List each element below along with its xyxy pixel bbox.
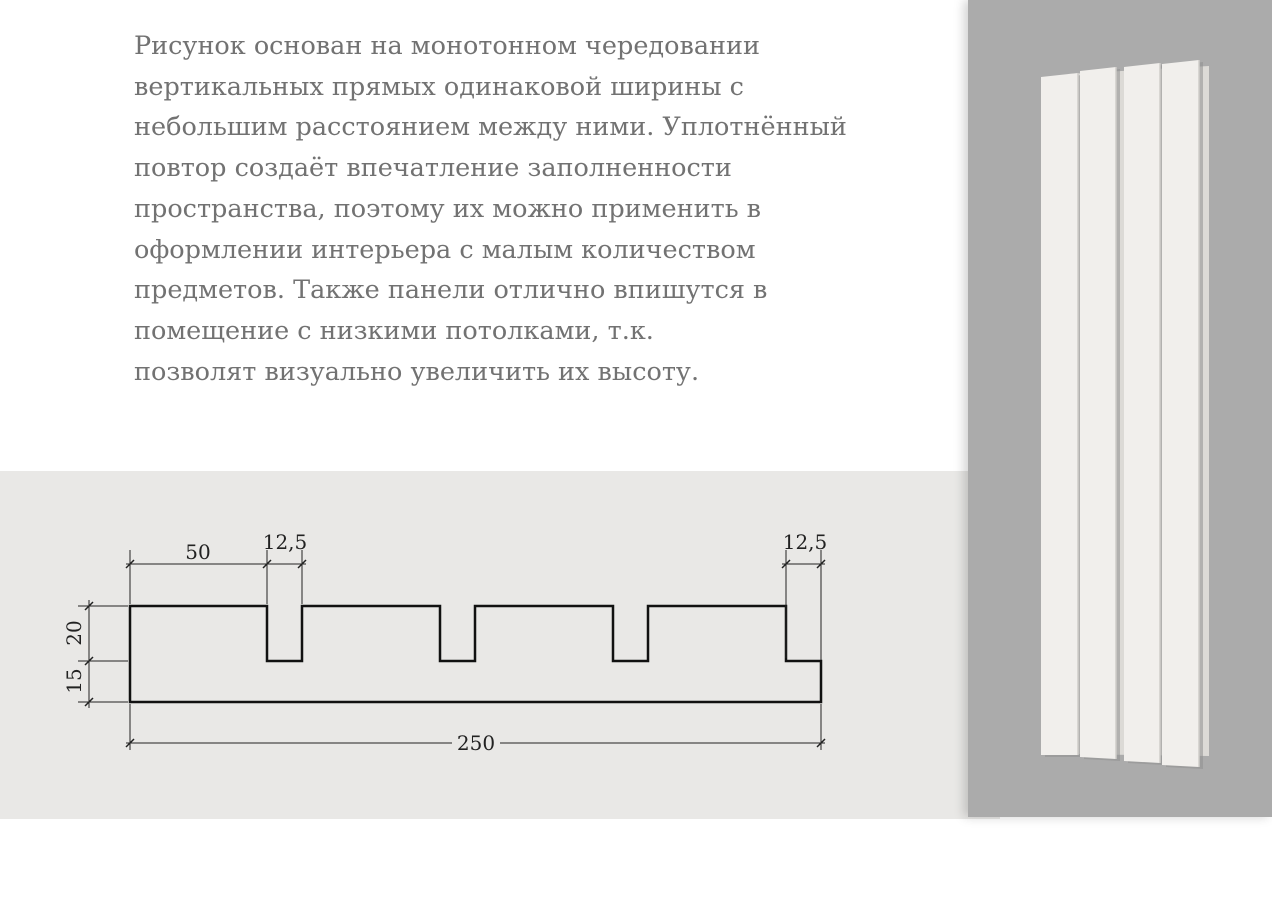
dimension-label-groove-right: 12,5	[782, 530, 828, 554]
wall-panel-photo	[968, 0, 1272, 817]
dimension-groove-right	[782, 550, 825, 660]
dimension-groove-left	[263, 550, 306, 604]
description-line: повтор создаёт впечатление заполненности	[134, 153, 732, 184]
description-line: позволят визуально увеличить их высоту.	[134, 356, 700, 387]
description-line: вертикальных прямых одинаковой ширины с	[134, 71, 744, 102]
slat	[1080, 67, 1116, 759]
slat	[1041, 73, 1078, 755]
description-line: оформлении интерьера с малым количеством	[134, 234, 756, 265]
slat	[1124, 63, 1160, 763]
description-line: небольшим расстоянием между ними. Уплотнённый	[134, 112, 847, 143]
description-line: помещение с низкими потолками, т.к.	[134, 315, 654, 346]
slat	[1162, 60, 1199, 767]
dimension-label-groove-left: 12,5	[262, 530, 308, 554]
dimension-label-15: 15	[62, 668, 86, 694]
description-line: пространства, поэтому их можно применить в	[134, 193, 762, 224]
dimension-label-20: 20	[62, 620, 86, 646]
dimension-label-50: 50	[185, 540, 211, 564]
description-line: Рисунок основан на монотонном чередовании	[134, 31, 761, 61]
dimension-label-250: 250	[456, 731, 496, 755]
profile-outline	[130, 606, 821, 702]
description-line: предметов. Также панели отлично впишутся в	[134, 275, 768, 306]
